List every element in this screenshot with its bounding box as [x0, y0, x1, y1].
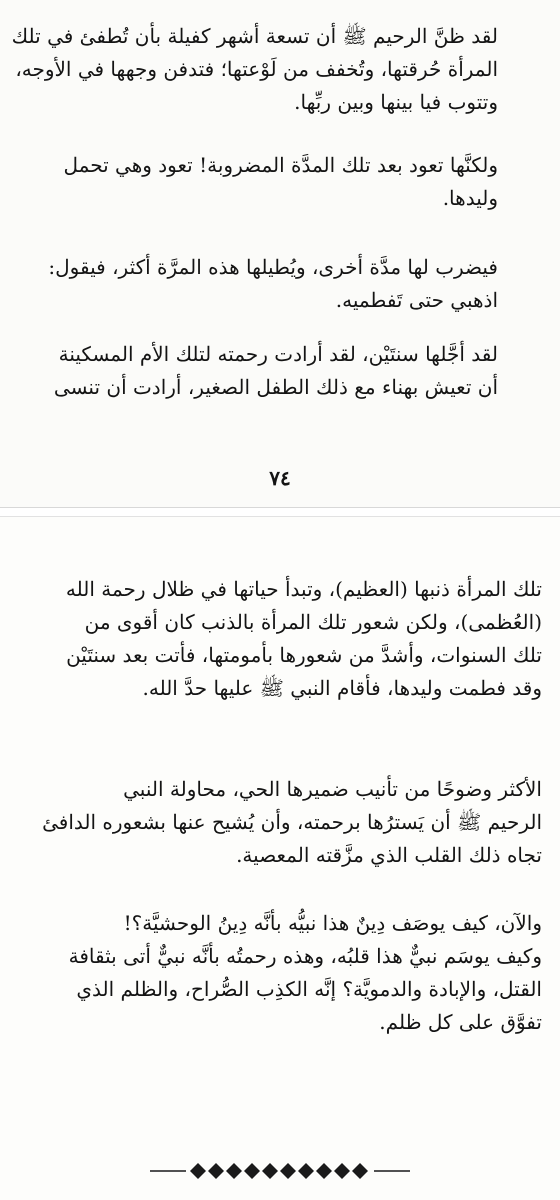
paragraph	[32, 773, 542, 872]
text-line: وليدها.	[442, 186, 498, 210]
text-line: المرأة حُرقتها، وتُخفف من لَوْعتها؛ فتدفن وجهها في الأوجه،	[15, 57, 498, 81]
text-line: تفوَّق على كل ظلم.	[379, 1010, 542, 1034]
text-line: أن تعيش بهناء مع ذلك الطفل الصغير، أرادت أن تنسى	[53, 375, 498, 399]
paragraph	[32, 573, 542, 705]
text-line: الرحيم ﷺ أن يَسترُها برحمته، وأن يُشيح عنها بشعوره الدافئ	[42, 810, 542, 834]
text-line: (العُظمى)، ولكن شعور تلك المرأة بالذنب كان أقوى من	[84, 610, 542, 634]
text-line: الأكثر وضوحًا من تأنيب ضميرها الحي، محاولة النبي	[123, 777, 542, 801]
text-line: وكيف يوسَم نبيٌّ هذا قلبُه، وهذه رحمتُه بأنَّه نبيٌّ أتى بثقافة	[68, 944, 542, 968]
ornamental-divider	[150, 1159, 410, 1183]
text-line: تلك المرأة ذنبها (العظيم)، وتبدأ حياتها في ظلال رحمة الله	[65, 577, 542, 601]
text-line: وقد فطمت وليدها، فأقام النبي ﷺ عليها حدَّ الله.	[142, 676, 542, 700]
paragraph	[11, 20, 498, 119]
text-line: القتل، والإبادة والدمويَّة؟ إنَّه الكذِب الصُّراح، والظلم الذي	[76, 977, 542, 1001]
page-number: ٧٤	[269, 466, 291, 490]
text-line: لقد أجَّلها سنتَيْن، لقد أرادت رحمته لتلك الأم المسكينة	[58, 342, 498, 366]
book-page-top	[0, 0, 560, 508]
text-line: والآن، كيف يوصَف دِينٌ هذا نبيُّه بأنَّه دِينُ الوحشيَّة؟!	[123, 911, 542, 935]
paragraph	[48, 149, 498, 215]
text-line: لقد ظنَّ الرحيم ﷺ أن تسعة أشهر كفيلة بأن تُطفئ في تلك	[11, 24, 498, 48]
text-line: فيضرب لها مدَّة أخرى، ويُطيلها هذه المرَّة أكثر، فيقول:	[48, 255, 498, 279]
paragraph	[48, 338, 498, 404]
text-line: تلك السنوات، وأشدَّ من شعورها بأمومتها، فأتت بعد سنتَيْن	[66, 643, 542, 667]
text-line: اذهبي حتى تَفطميه.	[335, 288, 498, 312]
paragraph	[32, 907, 542, 1039]
paragraph	[48, 251, 498, 317]
text-line: تجاه ذلك القلب الذي مزَّقته المعصية.	[236, 843, 542, 867]
text-line: ولكنَّها تعود بعد تلك المدَّة المضروبة! تعود وهي تحمل	[63, 153, 498, 177]
text-line: وتتوب فيا بينها وبين ربِّها.	[294, 90, 498, 114]
book-page-bottom	[0, 516, 560, 1200]
